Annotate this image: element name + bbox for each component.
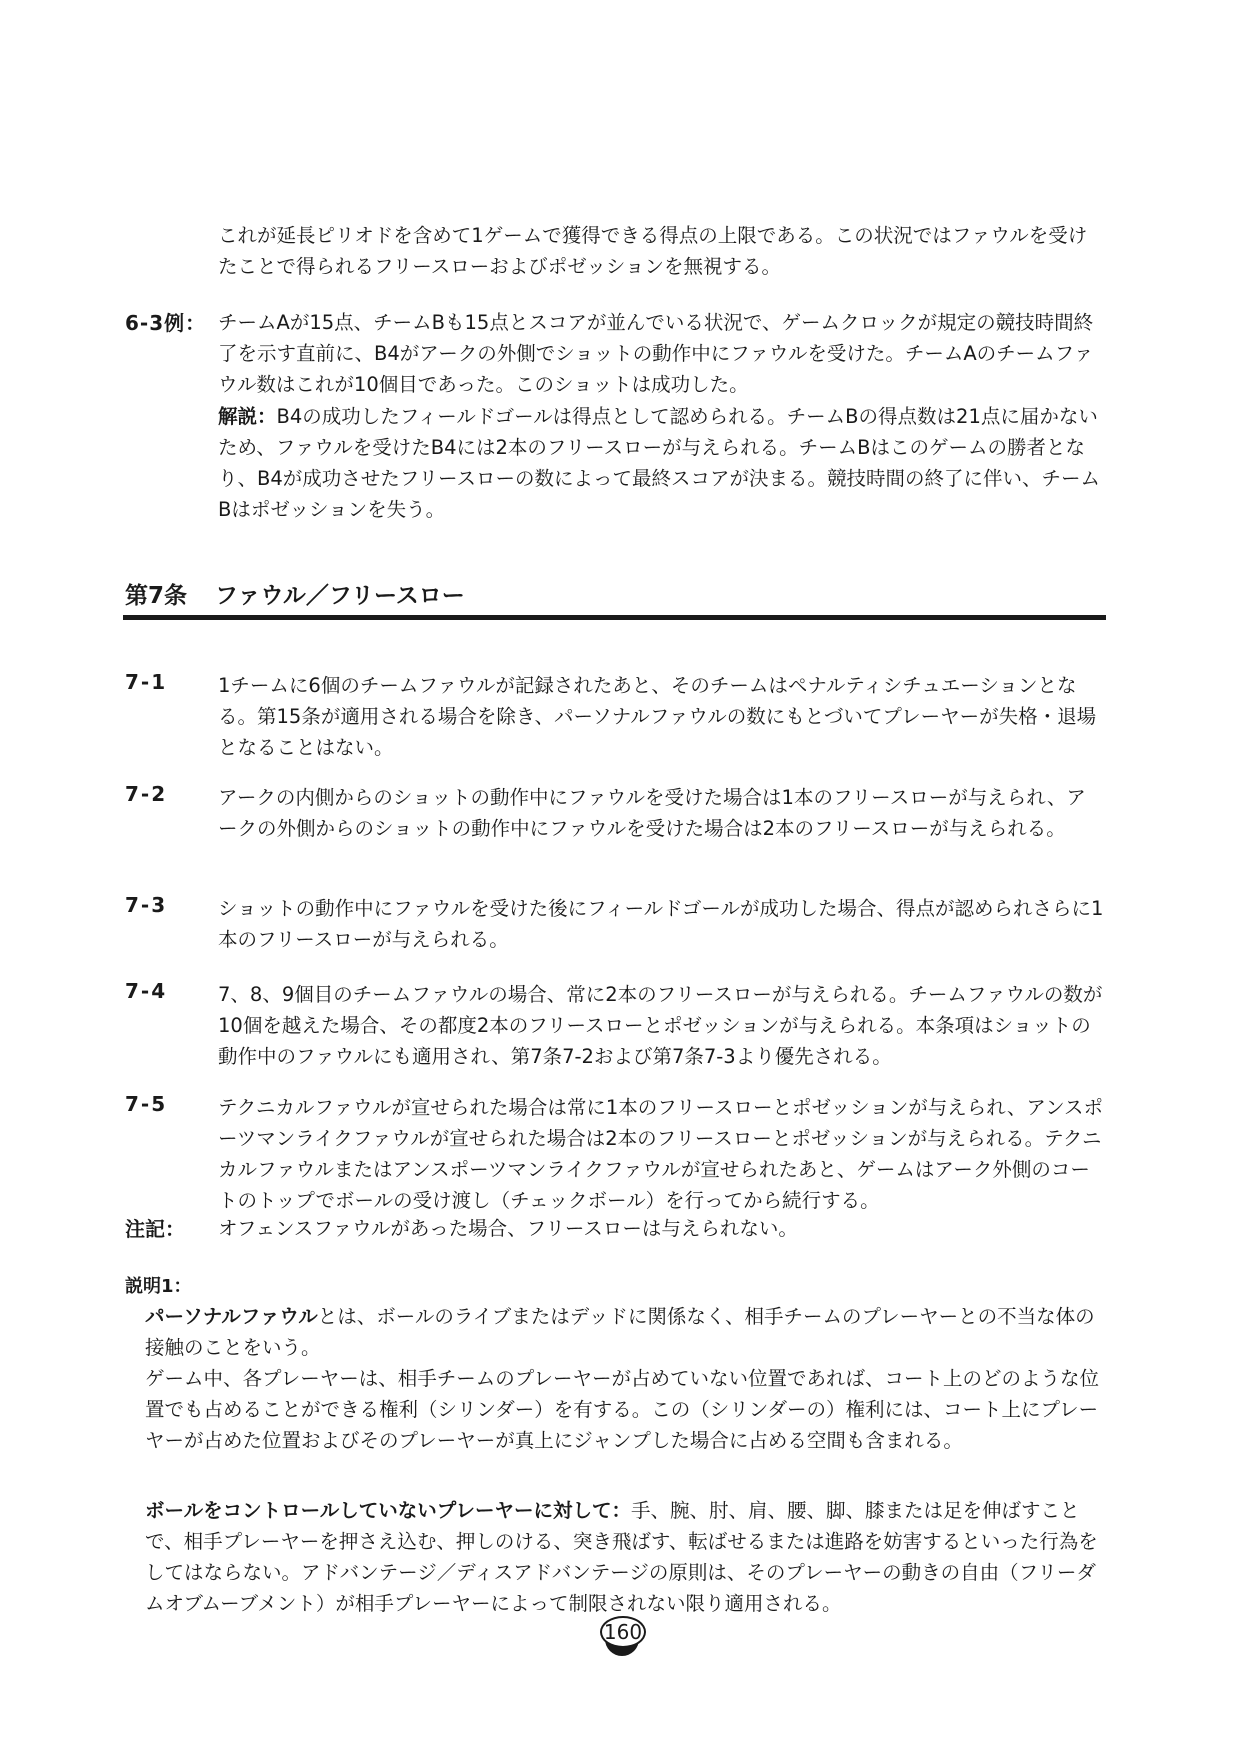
- note-label: 注記：: [125, 1217, 185, 1241]
- explanation1-paragraph-3: [145, 1495, 1105, 1619]
- explanation1-label: 説明1：: [125, 1276, 192, 1297]
- example-text: チームAが15点、チームBも15点とスコアが並んでいる状況で、ゲームクロックが規定の競技時間終了を示す直前に、B4がアークの外側でショットの動作中にファウルを受けた。チームAのチームファウル数はこれが10個目であった。このショットは成功した。: [218, 311, 1094, 396]
- article-number: 7-4: [125, 979, 168, 1003]
- article-text: 7、8、9個目のチームファウルの場合、常に2本のフリースローが与えられる。チームファウルの数が10個を越えた場合、その都度2本のフリースローとポゼッションが与えられる。本条項はショットの動作中のファウルにも適用され、第7条7-2および第7条7-3より優先される。: [218, 983, 1103, 1068]
- section-number: 第7条: [125, 583, 188, 609]
- article-text: アークの内側からのショットの動作中にファウルを受けた場合は1本のフリースローが与えられ、アークの外側からのショットの動作中にファウルを受けた場合は2本のフリースローが与えられる。: [218, 786, 1086, 840]
- section-title: ファウル／フリースロー: [215, 583, 465, 609]
- example-explanation: [218, 401, 1104, 525]
- article-number: 7-1: [125, 670, 168, 694]
- note-text: オフェンスファウルがあった場合、フリースローは与えられない。: [218, 1217, 798, 1240]
- article-text: ショットの動作中にファウルを受けた後にフィールドゴールが成功した場合、得点が認められさらに1本のフリースローが与えられる。: [218, 897, 1104, 951]
- page-number: 160: [600, 1616, 646, 1648]
- explanation-text: B4の成功したフィールドゴールは得点として認められる。チームBの得点数は21点に届かないため、ファウルを受けたB4には2本のフリースローが与えられる。チームBはこのゲームの勝者となり、B4が成功させたフリースローの数によって最終スコアが決まる。競技時間の終了に伴い、チームBはポゼッションを失う。: [218, 405, 1101, 521]
- explanation1-p3-text: 手、腕、肘、肩、腰、脚、膝または足を伸ばすことで、相手プレーヤーを押さえ込む、押しのける、突き飛ばす、転ばせるまたは進路を妨害するといった行為をしてはならない。アドバンテージ／ディスアドバンテージの原則は、そのプレーヤーの動きの自由（フリーダムオブムーブメント）が相手プレーヤーによって制限されない限り適用される。: [145, 1499, 1098, 1615]
- article-text: 1チームに6個のチームファウルが記録されたあと、そのチームはペナルティシチュエーションとなる。第15条が適用される場合を除き、パーソナルファウルの数にもとづいてプレーヤーが失格・退場となることはない。: [218, 674, 1097, 759]
- explanation1-paragraph-1: [145, 1301, 1105, 1363]
- section-heading: [125, 577, 465, 610]
- example-label: 6-3例：: [125, 311, 207, 335]
- article-number: 7-5: [125, 1092, 168, 1116]
- explanation1-p3-heading: ボールをコントロールしていないプレーヤーに対して：: [145, 1499, 631, 1522]
- term-personal-foul: パーソナルファウル: [145, 1305, 318, 1328]
- intro-paragraph: これが延長ピリオドを含めて1ゲームで獲得できる得点の上限である。この状況ではファウルを受けたことで得られるフリースローおよびポゼッションを無視する。: [218, 224, 1088, 278]
- article-number: 7-2: [125, 782, 168, 806]
- article-number: 7-3: [125, 893, 168, 917]
- explanation1-p1-text: とは、ボールのライブまたはデッドに関係なく、相手チームのプレーヤーとの不当な体の接触のことをいう。: [145, 1305, 1095, 1359]
- explanation1-paragraph-2: ゲーム中、各プレーヤーは、相手チームのプレーヤーが占めていない位置であれば、コート上のどのような位置でも占めることができる権利（シリンダー）を有する。この（シリンダーの）権利には、コート上にプレーヤーが占めた位置およびそのプレーヤーが真上にジャンプした場合に占める空間も含まれる。: [145, 1367, 1099, 1452]
- section-divider: [123, 615, 1106, 620]
- article-text: テクニカルファウルが宣せられた場合は常に1本のフリースローとポゼッションが与えられ、アンスポーツマンライクファウルが宣せられた場合は2本のフリースローとポゼッションが与えられる。テクニカルファウルまたはアンスポーツマンライクファウルが宣せられたあと、ゲームはアーク外側のコートのトップでボールの受け渡し（チェックボール）を行ってから続行する。: [218, 1096, 1104, 1212]
- explanation-label: 解説：: [218, 405, 277, 428]
